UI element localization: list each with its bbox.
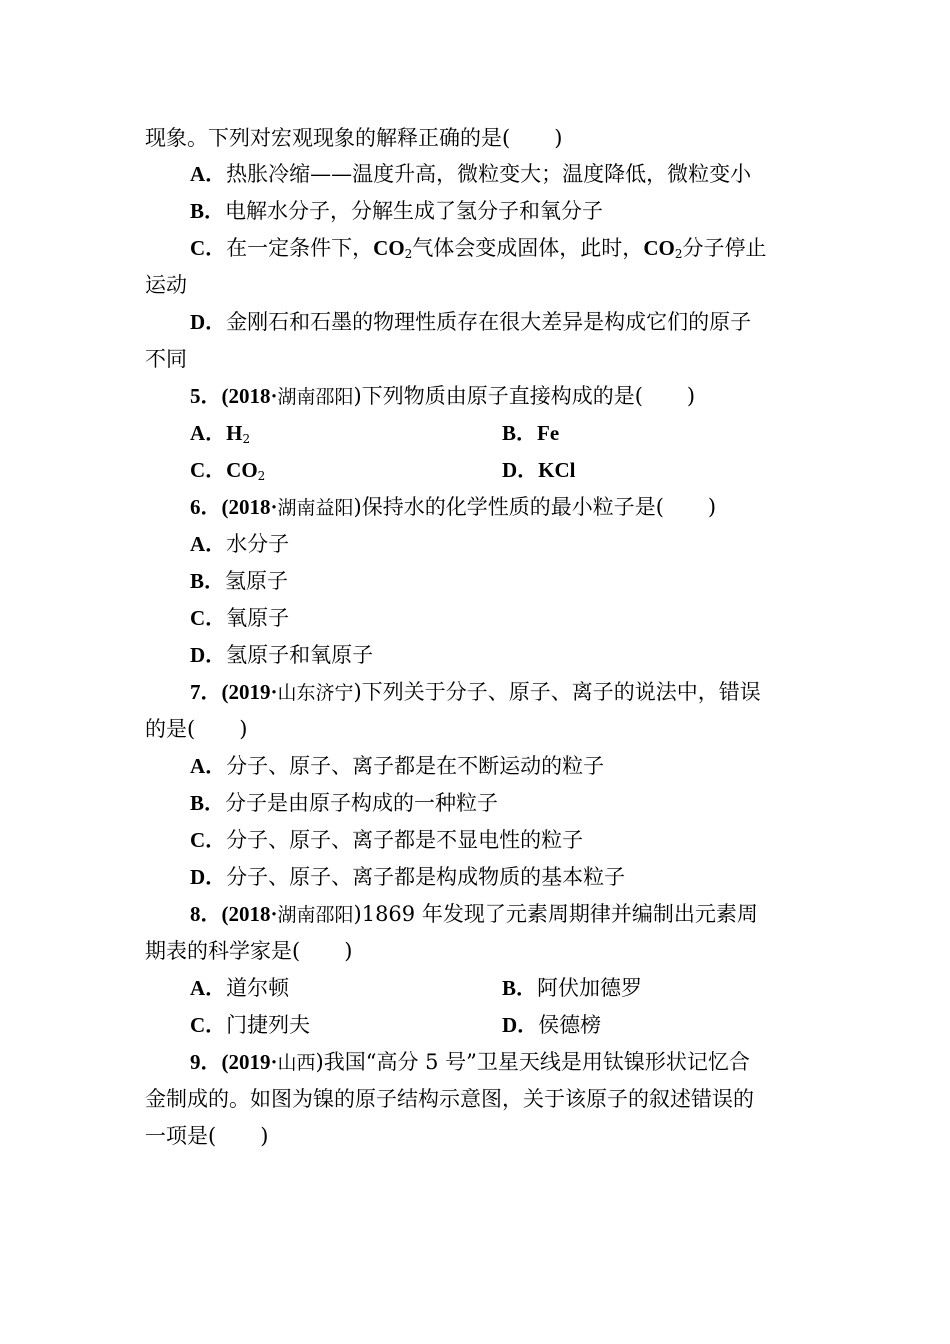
q7-option-b: B．分子是由原子构成的一种粒子 [190, 791, 499, 815]
q7-stem-cont: 的是( ) [145, 717, 248, 741]
q8-stem: 8．(2018·湖南邵阳)1869 年发现了元素周期律并编制出元素周 [190, 902, 758, 926]
q8-option-c: C．门捷列夫 [190, 1013, 311, 1037]
q4-option-d-cont: 不同 [145, 347, 187, 371]
q5-option-a: A．$H_2$ [190, 421, 251, 446]
q6-stem: 6．(2018·湖南益阳)保持水的化学性质的最小粒子是( ) [190, 495, 717, 519]
q7-stem: 7．(2019·山东济宁)下列关于分子、原子、离子的说法中，错误 [190, 680, 761, 704]
q8-stem-cont: 期表的科学家是( ) [145, 939, 353, 963]
q9-stem: 9．(2019·山西)我国“高分 5 号”卫星天线是用钛镍形状记忆合 [190, 1050, 750, 1074]
q7-option-d: D．分子、原子、离子都是构成物质的基本粒子 [190, 865, 626, 889]
q8-option-b: B．阿伏加德罗 [502, 976, 643, 1000]
q4-option-b: B．电解水分子，分解生成了氢分子和氧分子 [190, 199, 604, 223]
q7-option-c: C．分子、原子、离子都是不显电性的粒子 [190, 828, 584, 852]
q9-stem-cont: 金制成的。如图为镍的原子结构示意图，关于该原子的叙述错误的 [145, 1087, 754, 1111]
q8-option-a: A．道尔顿 [190, 976, 290, 1000]
q4-option-a: A．热胀冷缩——温度升高，微粒变大；温度降低，微粒变小 [190, 162, 752, 186]
q9-stem-cont-2: 一项是( ) [145, 1124, 269, 1148]
q5-option-b: B．Fe [502, 421, 560, 445]
q4-option-d: D．金刚石和石墨的物理性质存在很大差异是构成它们的原子 [190, 310, 752, 334]
q6-option-b: B．氢原子 [190, 569, 289, 593]
q7-option-a: A．分子、原子、离子都是在不断运动的粒子 [190, 754, 605, 778]
q6-option-a: A．水分子 [190, 532, 290, 556]
q6-option-c: C．氧原子 [190, 606, 290, 630]
q4-option-c: C．在一定条件下，$CO_2$气体会变成固体，此时，$CO_2$分子停止 [190, 236, 767, 261]
q8-option-d: D．侯德榜 [502, 1013, 602, 1037]
q6-option-d: D．氢原子和氧原子 [190, 643, 374, 667]
q5-option-d: D．KCl [502, 458, 576, 482]
q5-option-c: C．$CO_2$ [190, 458, 266, 483]
q4-option-c-cont: 运动 [145, 273, 187, 297]
q4-stem: 现象。下列对宏观现象的解释正确的是( ) [145, 126, 563, 150]
q5-stem: 5．(2018·湖南邵阳)下列物质由原子直接构成的是( ) [190, 384, 696, 408]
